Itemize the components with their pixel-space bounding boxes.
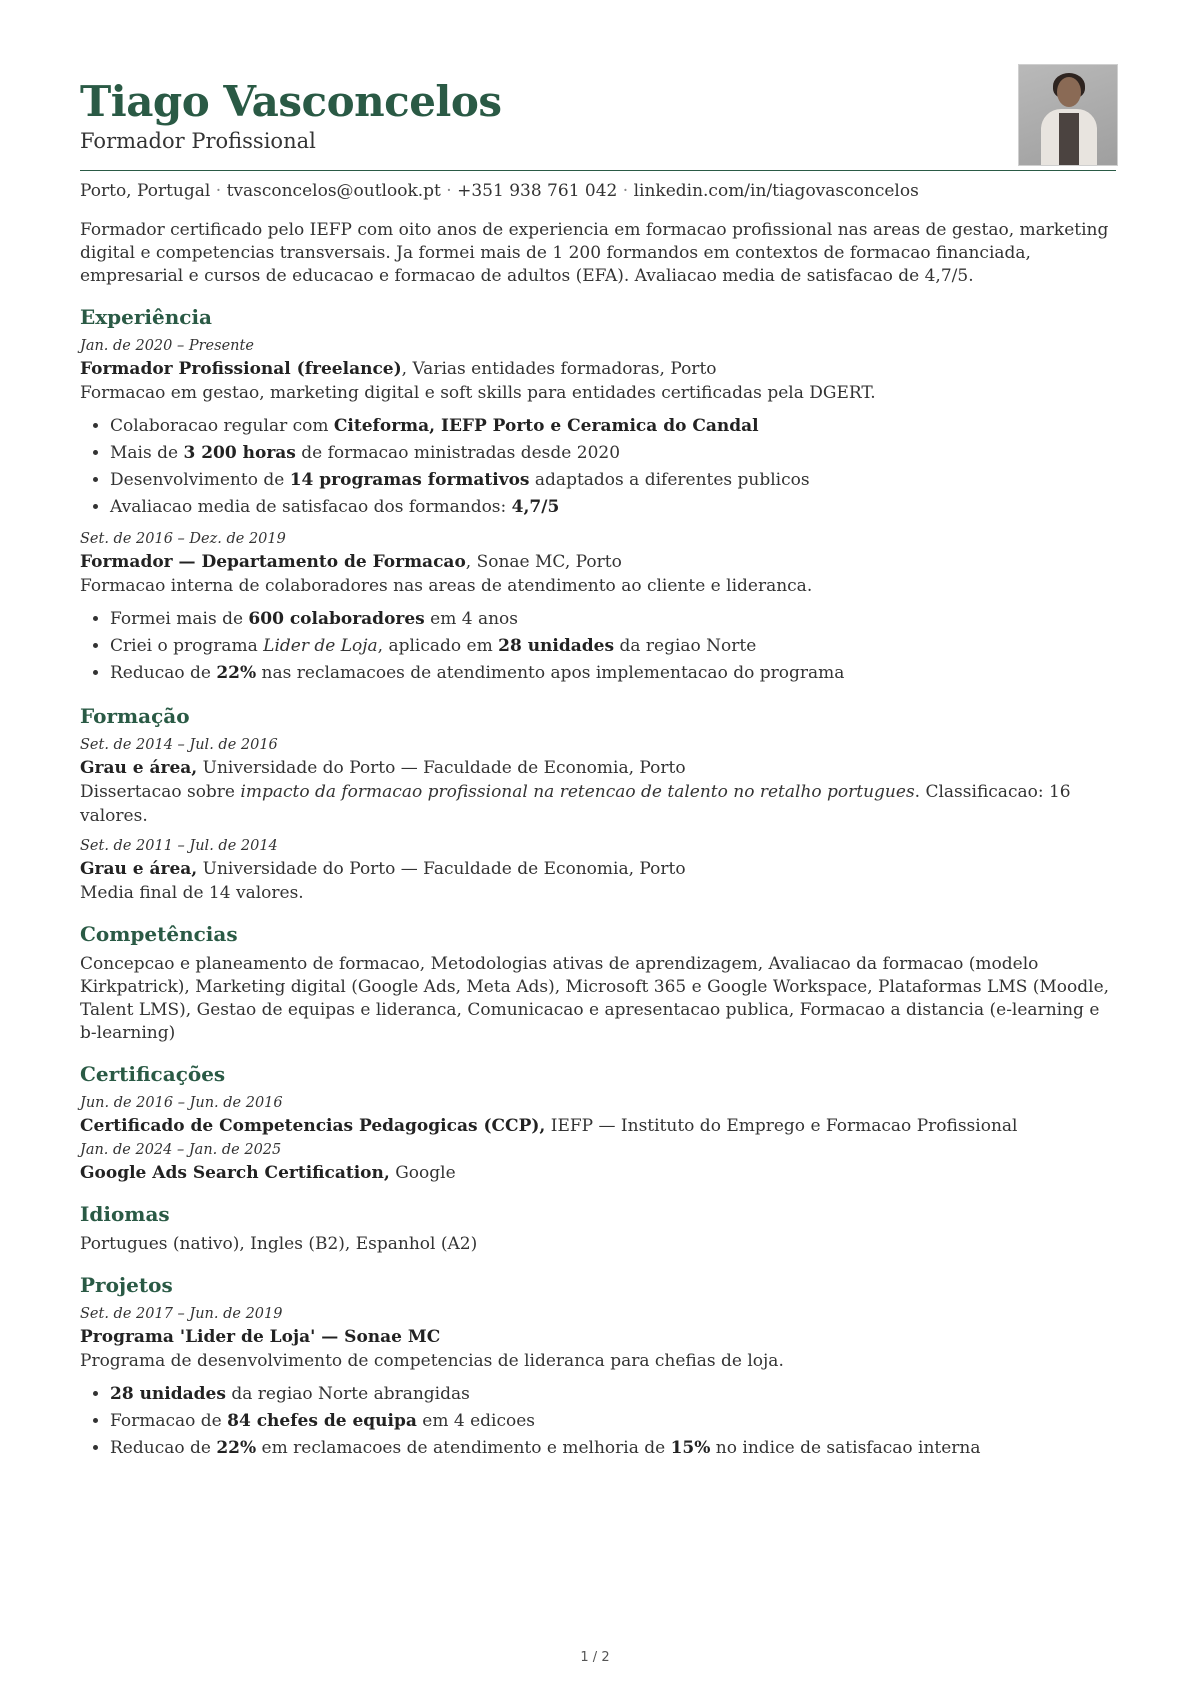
list-item: • Avaliacao media de satisfacao dos formandos: 4,7/5 [110,494,1116,521]
list-item: • 28 unidades da regiao Norte abrangidas [110,1381,1116,1408]
contact-separator: · [622,181,629,201]
certification-name: Google Ads Search Certification, Google [80,1163,456,1183]
person-name: Tiago Vasconcelos [80,77,502,126]
list-item: • Reducao de 22% em reclamacoes de atendimento e melhoria de 15% no indice de satisfacao interna [110,1435,1116,1462]
section-experience-heading: Experiência [80,305,213,329]
experience-entry [80,529,1116,687]
contact-location: Porto, Portugal [80,181,211,201]
list-item: • Mais de 3 200 horas de formacao ministradas desde 2020 [110,440,1116,467]
contact-separator: · [446,181,452,201]
experience-entry [80,336,1116,521]
entry-description: Formacao em gestao, marketing digital e soft skills para entidades certificadas pela DGERT. [80,383,876,403]
list-item: • Reducao de 22% nas reclamacoes de atendimento apos implementacao do programa [110,660,1116,687]
person-title: Formador Profissional [80,129,316,153]
section-certifications-heading: Certificações [80,1062,226,1086]
entry-description: Formacao interna de colaboradores nas areas de atendimento ao cliente e lideranca. [80,576,813,596]
entry-description: Programa de desenvolvimento de competencias de lideranca para chefias de loja. [80,1351,784,1371]
skills-text: Concepcao e planeamento de formacao, Metodologias ativas de aprendizagem, Avaliacao da formacao (modelo Kirkpatrick), Marketing digital (Google Ads, Meta Ads), Microsoft 365 e Google Workspace, Plataformas LMS (Moodle, Talent LMS), Gestao de equipas e lideranca, Comunicacao e apresentacao publica, Formacao a distancia (e-learning e b-learning) [80,954,1110,1043]
contact-phone[interactable]: +351 938 761 042 [457,181,618,201]
entry-role: Formador — Departamento de Formacao, Sonae MC, Porto [80,552,622,572]
entry-role: Formador Profissional (freelance), Varias entidades formadoras, Porto [80,359,717,379]
entry-degree: Grau e área, Universidade do Porto — Faculdade de Economia, Porto [80,758,686,778]
list-item: • Formei mais de 600 colaboradores em 4 anos [110,606,1116,633]
entry-bullets [80,1381,1116,1462]
education-entry [80,735,1116,828]
list-item: • Colaboracao regular com Citeforma, IEFP Porto e Ceramica do Candal [110,413,1116,440]
contact-email[interactable]: tvasconcelos@outlook.pt [226,181,441,201]
entry-date: Set. de 2017 – Jun. de 2019 [80,1306,283,1322]
entry-date: Set. de 2014 – Jul. de 2016 [80,737,278,753]
list-item: • Formacao de 84 chefes de equipa em 4 edicoes [110,1408,1116,1435]
section-languages-heading: Idiomas [80,1202,170,1226]
education-entry [80,836,1116,905]
entry-bullets [80,413,1116,521]
certification-entry [80,1093,1116,1138]
contact-line [80,179,1116,203]
entry-date: Set. de 2016 – Dez. de 2019 [80,531,286,547]
entry-date: Jun. de 2016 – Jun. de 2016 [80,1095,283,1111]
entry-date: Jan. de 2024 – Jan. de 2025 [80,1142,282,1158]
project-name: Programa 'Lider de Loja' — Sonae MC [80,1327,441,1347]
resume-content [80,78,1116,1470]
entry-bullets [80,606,1116,687]
list-item: • Criei o programa Lider de Loja, aplicado em 28 unidades da regiao Norte [110,633,1116,660]
certification-entry [80,1140,1116,1185]
entry-description: Dissertacao sobre impacto da formacao profissional na retencao de talento no retalho portugues. Classificacao: 16 valores. [80,782,1071,826]
contact-separator: · [215,181,222,201]
section-projects-heading: Projetos [80,1273,173,1297]
contact-linkedin[interactable]: linkedin.com/in/tiagovasconcelos [633,181,919,201]
entry-date: Set. de 2011 – Jul. de 2014 [80,838,278,854]
header-divider [80,170,1116,171]
list-item: • Desenvolvimento de 14 programas formativos adaptados a diferentes publicos [110,467,1116,494]
certification-name: Certificado de Competencias Pedagogicas (CCP), IEFP — Instituto do Emprego e Formacao Profissional [80,1116,1018,1136]
entry-description: Media final de 14 valores. [80,883,304,903]
languages-text: Portugues (nativo), Ingles (B2), Espanhol (A2) [80,1234,478,1254]
entry-date: Jan. de 2020 – Presente [80,338,254,354]
page-number: 1 / 2 [580,1650,610,1665]
section-skills-heading: Competências [80,922,238,946]
profile-summary: Formador certificado pelo IEFP com oito anos de experiencia em formacao profissional nas areas de gestao, marketing digital e competencias transversais. Ja formei mais de 1 200 formandos em contextos de formacao financiada, empresarial e cursos de educacao e formacao de adultos (EFA). Avaliacao media de satisfacao de 4,7/5. [80,220,1109,286]
project-entry [80,1304,1116,1462]
entry-degree: Grau e área, Universidade do Porto — Faculdade de Economia, Porto [80,859,686,879]
section-education-heading: Formação [80,704,190,728]
